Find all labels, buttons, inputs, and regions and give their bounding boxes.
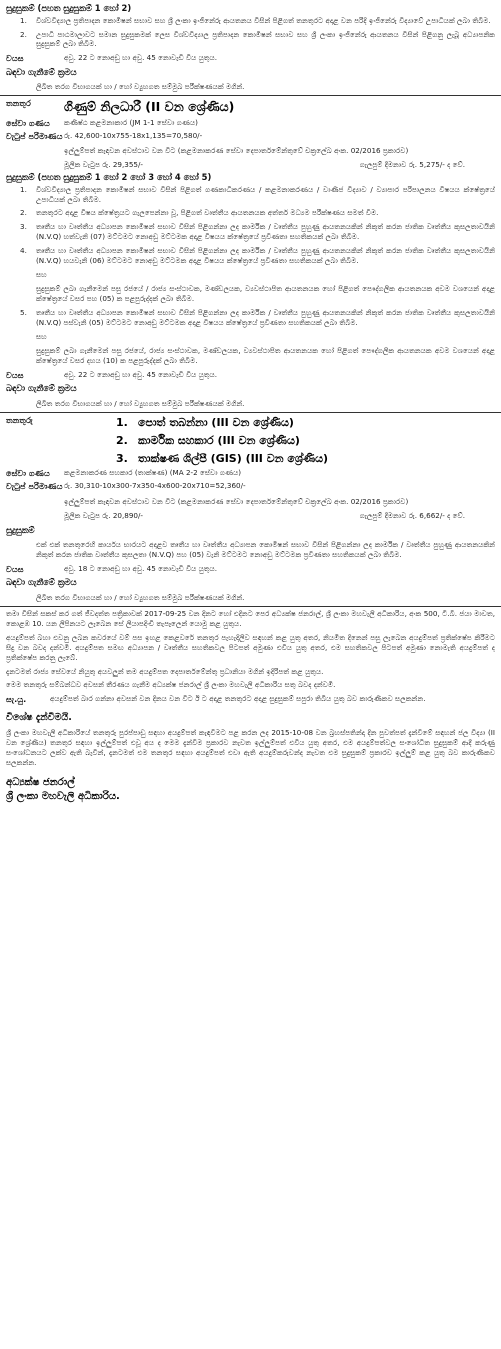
conjunction-and: සහ [36,270,47,280]
age-row [6,53,495,64]
age-row [6,564,495,575]
item-text: විශ්වවිද්‍යාල ප්‍රතිපාදන කොමිෂන් සභාව සහ ශ්‍රී ලංකා ඉංජිනේරු ආයතනය විසින් පිළිගත් තනතුරට අදාළ වන පරිදි ඉංජිනේරු විද්‍යාවේ උපාධියක් ලබා තිබීම. [36,15,491,25]
experience-requirement: සුදුසුකම් ලබා ගැනීමෙන් පසු රජයේ, රාජ්‍ය සංස්ථාවක, මණ්ඩලයක, ව්‍යවස්ථාපිත ආයතනයක හෝ පිළිගත් පෞද්ගලික ආයතනයක අවම වශයෙන් අදාළ ක්ෂේත්‍රයේ වසර දහය (10) ක පළපුරුද්දක් ලබා තිබීම. [36,345,495,365]
age-label: වයස [6,563,24,574]
qualifications-list [6,185,495,366]
service-label: සේවා ගණය [6,468,50,479]
qualifications-heading: සුදුසුකම් (පහත සුදුසුකම් 1 හෝ 2) [6,3,132,13]
recruitment-method-heading: බඳවා ගැනීමේ ක්‍රමය [6,66,77,77]
conjunction-and: සහ [36,331,47,341]
item-number: 3. [20,222,27,232]
instruction-paragraph: මෙම තනතුරු සම්බන්ධව අවසන් තීරණය ගැනීම අධ්‍යක්ෂ ජනරාල් ශ්‍රී ලංකා මහවැලි අධිකාරිය සතු බවද දන්වමි. [6,680,336,690]
item-number: 4. [20,246,27,256]
salary-note: ඉල්ලුම්පත් කැඳවන අවස්ථාව වන විට (කළමනාකරණ සේවා දෙපාර්තමේන්තුවේ චක්‍රලේඛ අංක. 02/2016 ප්‍රකාරව) [64,496,409,506]
section-divider [0,606,501,607]
item-text: තෘතීය හා වෘත්තීය අධ්‍යාපන කොමිෂන් සභාව විසින් පිළිගන්නා ලද කාර්මික / වෘත්තීය පුහුණු ආයතනයකින් නිකුත් කරන ජාතික වෘත්තීය කුසලතාවයිනි (N.V.Q) හයවැනි (06) මට්ටමට නොඅඩු මට්ටමක අදාළ විෂයය ක්ෂේත්‍රයේ ප්‍රවීණතා සහතිකයක් ලබා තිබීම. [36,246,495,266]
service-row [6,468,495,479]
salary-value: රු. 42,600-10x755-18x1,135=70,580/- [64,130,203,140]
basic-salary: මූලික වැටුප රු. 29,355/- [64,160,144,170]
recruitment-method-text: ලිඛිත තරග විභාගයක් හා / හෝ ව්‍යුහගත සම්මුඛ පරීක්ෂණයක් මගින්. [36,592,245,602]
salary-label: වැටුප් පරිමාණය [6,130,63,141]
item-number: 2. [20,208,27,218]
post-title: ගිණුම් නිලධාරී (II වන ශ්‍රේණිය) [64,99,235,115]
qualification-item [6,246,495,266]
special-notice-heading: විශේෂ දැන්වීමයි. [6,711,72,723]
post-number: 3. [116,451,128,465]
service-value: කණිෂ්ඨ කළමනාකාර (JM 1-1 සේවා ගණය) [64,117,198,127]
post-item [116,451,495,466]
item-text: තෘතීය හා වෘත්තීය අධ්‍යාපන කොමිෂන් සභාව විසින් පිළිගන්නා ලද කාර්මික / වෘත්තීය පුහුණු ආයතනයකින් නිකුත් කරන ජාතික වෘත්තීය කුසලතාවයිනි (N.V.Q) පස්වැනි (05) මට්ටමට නොඅඩු මට්ටමක අදාළ විෂයය ක්ෂේත්‍රයේ ප්‍රවීණතා සහතිකයක් ලබා තිබීම. [36,307,495,327]
recruitment-method-text: ලිඛිත තරග විභාගයක් හා / හෝ ව්‍යුහගත සම්මුඛ පරීක්ෂණයක් මගින්. [36,398,245,408]
qualification-item [6,30,495,50]
age-text: අවු. 22 ට නොඅඩු හා අවු. 45 නොවැඩි විය යුතුය. [64,53,218,63]
posts-label: තනතුරු [6,414,33,425]
recruitment-method-text: ලිඛිත තරග විභාගයක් හා / හෝ ව්‍යුහගත සම්මුඛ පරීක්ෂණයක් මගින්. [36,82,245,92]
qualification-item [6,208,495,218]
post-item [116,415,495,430]
section-divider [0,95,501,96]
section-accounts-officer [6,98,495,408]
recruitment-method-heading: බඳවා ගැනීමේ ක්‍රමය [6,382,77,393]
post-title: පොත් තබන්නා (III වන ශ්‍රේණිය) [138,415,294,429]
cost-of-living-allowance: ගැලපුම් දීමනාව රු. 5,275/- ද වේ. [359,160,465,170]
qualification-item [6,16,495,26]
signature-organization: ශ්‍රී ලංකා මහවැලි අධිකාරිය. [6,791,120,803]
instruction-paragraph: දැනටමත් රාජ්‍ය සේවයේ නියුතු අයවලුන් තම අයදුම්පත දෙපාර්තමේන්තු ප්‍රධානියා මගින් ඉදිරිපත් කළ යුතුය. [6,666,324,676]
salary-note: ඉල්ලුම්පත් කැඳවන අවස්ථාව වන විට (කළමනාකරණ සේවා දෙපාර්තමේන්තුවේ චක්‍රලේඛ අංක. 02/2016 ප්‍රකාරව) [64,146,409,156]
qualification-item [6,308,495,328]
posts-row [6,415,495,467]
age-text: අවු. 22 ට නොඅඩු හා අවු. 45 නොවැඩි විය යුතුය. [64,369,218,379]
age-label: වයස [6,369,24,380]
age-label: වයස [6,53,24,64]
salary-row [6,131,495,142]
experience-requirement: සුදුසුකම් ලබා ගැනීමෙන් පසු රජයේ / රාජ්‍ය සංස්ථාවක, මණ්ඩලයක, ව්‍යවස්ථාපිත ආයතනයක හෝ පිළිගත් පෞද්ගලික ආයතනයක අවම වශයෙන් අදාළ ක්ෂේත්‍රයේ වසර පහ (05) ක පළපුරුද්දක් ලබා තිබීම. [36,284,495,304]
item-text: උපාධි පාඨමාලාවට සමාන සුදුසුකමක් ලෙස විශ්වවිද්‍යාල ප්‍රතිපාදන කොමිෂන් සභාව සහ ශ්‍රී ලංකා ඉංජිනේරු ආයතනය විසින් පිළිගනු ලැබූ අධ්‍යාපනික සුදුසුකම් ලබා තිබීම. [36,29,495,49]
section-engineer-continuation [6,3,495,92]
post-row [6,98,495,115]
salary-note-row [6,497,495,507]
salary-breakdown-row [6,511,495,521]
salary-label: වැටුප් පරිමාණය [6,481,63,492]
post-number: 1. [116,415,128,429]
post-title: තාක්ෂණ ශිල්පී (GIS) (III වන ශ්‍රේණිය) [138,451,329,465]
note-row [6,694,495,705]
post-label: තනතුර [6,98,31,109]
item-text: තනතුරට අදාළ විෂය ක්ෂේත්‍රයට ගැලපෙන්නා වූ, පිළිගත් වෘත්තීය ආයතනයක අත්තර් මධ්‍යම පරීක්ෂණය සමත් වීම. [36,208,379,218]
instruction-paragraph: තමා විසින් සකස් කර ගත් ජීවදත්ත පත්‍රිකාවක් 2017-09-25 වන දිනට හෝ එදිනට පෙර අධ්‍යක්ෂ ජනරාල්, ශ්‍රී ලංකා මහවැලි අධිකාරිය, අංක 500, ටී.බී. ජයා මාවත, කොළඹ 10. යන ලිපිනයට ලැබෙන සේ ලියාපදිංචි තැපෑලෙන් යොමු කළ යුතුය. [6,608,495,628]
section-technical-posts [6,415,495,603]
age-row [6,370,495,381]
item-number: 2. [20,29,27,39]
item-number: 1. [20,15,27,25]
note-label: සැ.යු. [6,694,27,705]
service-label: සේවා ගණය [6,117,50,128]
qualification-text: එක් එක් තනතුරෙහි කාර්යය භාරයට අදාළව තෘතීය හා වෘත්තීය අධ්‍යාපන කොමිෂන් සභාව විසින් පිළිගන්නා ලද කාර්මික / වෘත්තීය පුහුණු ආයතනයකින් නිකුත් කරන ජාතික වෘත්තීය කුසලතා (N.V.Q) පහ (05) වැනි මට්ටමට නොඅඩු මට්ටමක ප්‍රවීණතා සහතිකයක් ලබා තිබීම. [36,540,495,560]
post-number: 2. [116,433,128,447]
service-value: කළමනාකරණ සහකාර (තාක්ෂණ) (MA 2-2 සේවා ගණය) [64,468,242,478]
salary-note-row [6,146,495,156]
qualification-item [6,185,495,205]
salary-breakdown-row [6,160,495,170]
cost-of-living-allowance: ගැලපුම් දීමනාව රු. 6,662/- ද වේ. [359,510,465,520]
note-text: අයදුම්පත් බාර ගන්නා අවසන් වන දිනය වන විට ඊ ට අදාළ තනතුරට අදාළ සුදුසුකම් සපුරා තිබිය යුතු බව කාරුණිකව සලකන්න. [50,694,426,704]
signature-title: අධ්‍යක්ෂ ජනරාල් [6,776,75,788]
section-divider [0,412,501,413]
item-text: තෘතීය හා වෘත්තීය අධ්‍යාපන කොමිෂන් සභාව විසින් පිළිගන්නා ලද කාර්මික / වෘත්තීය පුහුණු ආයතනයකින් නිකුත් කරන ජාතික වෘත්තීය කුසලතාවයිනි (N.V.Q) හත්වැනි (07) මට්ටමට නොඅඩු මට්ටමක අදාළ විෂයය ක්ෂේත්‍රයේ ප්‍රවීණතා සහතිකයක් ලබා තිබීම. [36,222,495,242]
item-text: විශ්වවිද්‍යාල ප්‍රතිපාදන කොමිෂන් සභාව විසින් පිළිගත් ගණකාධිකරණය / කළමනාකරණය / වාණිජ විද්‍යාව / ව්‍යාපාර පරිපාලනය විෂයය ක්ෂේත්‍රයේ උපාධියක් ලබා තිබීම. [36,184,495,204]
recruitment-method-heading: බඳවා ගැනීමේ ක්‍රමය [6,577,77,588]
application-instructions [6,609,495,805]
basic-salary: මූලික වැටුප රු. 20,890/- [64,510,144,520]
age-text: අවු. 18 ට නොඅඩු හා අවු. 45 නොවැඩි විය යුතුය. [64,563,218,573]
item-number: 5. [20,307,27,317]
special-notice-text: ශ්‍රී ලංකා මහවැලි අධිකාරියේ තනතුරු පුරප්පාඩු සඳහා අයදුම්පත් කැඳවීමට පළ කරන ලද 2015-10-08 වන බ්‍රහස්පතින්දා දින පුවත්පත් දැන්වීමේ සඳහන් ජල විද්‍යා (II වන ශ්‍රේණිය) තනතුර සඳහා ඉල්ලුම්පත් එවූ අය ද මෙම දැන්වීම ප්‍රකාරව නැවත ඉල්ලුම්පත් එවිය යුතු අතර, එම අයදුම්පත්වල සංශෝධිත සුදුසුකම් ආදී කරුණු සංශෝධනයට ලක්ව ඇති බැවින්, දැනටමත් එම තනතුර සඳහා අයදුම්පත් එවා ඇති අයදුම්කරුවන්ද නැවත එම සුදුසුකම් ප්‍රකාරව ඉල්ලුම් කළ යුතු බව කාරුණිකව සලකන්න. [6,727,495,767]
post-title: කාර්මික සහකාර (III වන ශ්‍රේණිය) [138,433,300,447]
qualifications-heading: සුදුසුකම් (පහත සුදුසුකම් 1 හෝ 2 හෝ 3 හෝ 4 හෝ 5) [6,172,212,182]
qualifications-list [6,16,495,50]
salary-row [6,481,495,492]
instruction-paragraph: අයදුම්පත් බහා එවනු ලබන කවරයේ වම් පස ඉහළ කෙළවරේ තනතුර පැහැදිලිව සඳහන් කළ යුතු අතර, නියමිත දිනෙන් පසු ලැබෙන අයදුම්පත් ප්‍රතික්ෂේප කිරීමට සිදු වන බවද දන්වමි. අයදුම්පත සමඟ අධ්‍යාපන / වෘත්තීය සහතිකවල පිටපත් අමුණා එවිය යුතු අතර, එම සහතිකවල පිටපත් අමුණා නොමැති අයදුම්පත් ද ප්‍රතික්ෂේප කරනු ලැබේ. [6,632,495,662]
qualification-item [6,222,495,242]
post-item [116,433,495,448]
service-row [6,118,495,129]
item-number: 1. [20,184,27,194]
posts-list [64,415,495,467]
salary-value: රු. 30,310-10x300-7x350-4x600-20x710=52,360/- [64,481,246,491]
qualifications-heading: සුදුසුකම් [6,524,35,535]
